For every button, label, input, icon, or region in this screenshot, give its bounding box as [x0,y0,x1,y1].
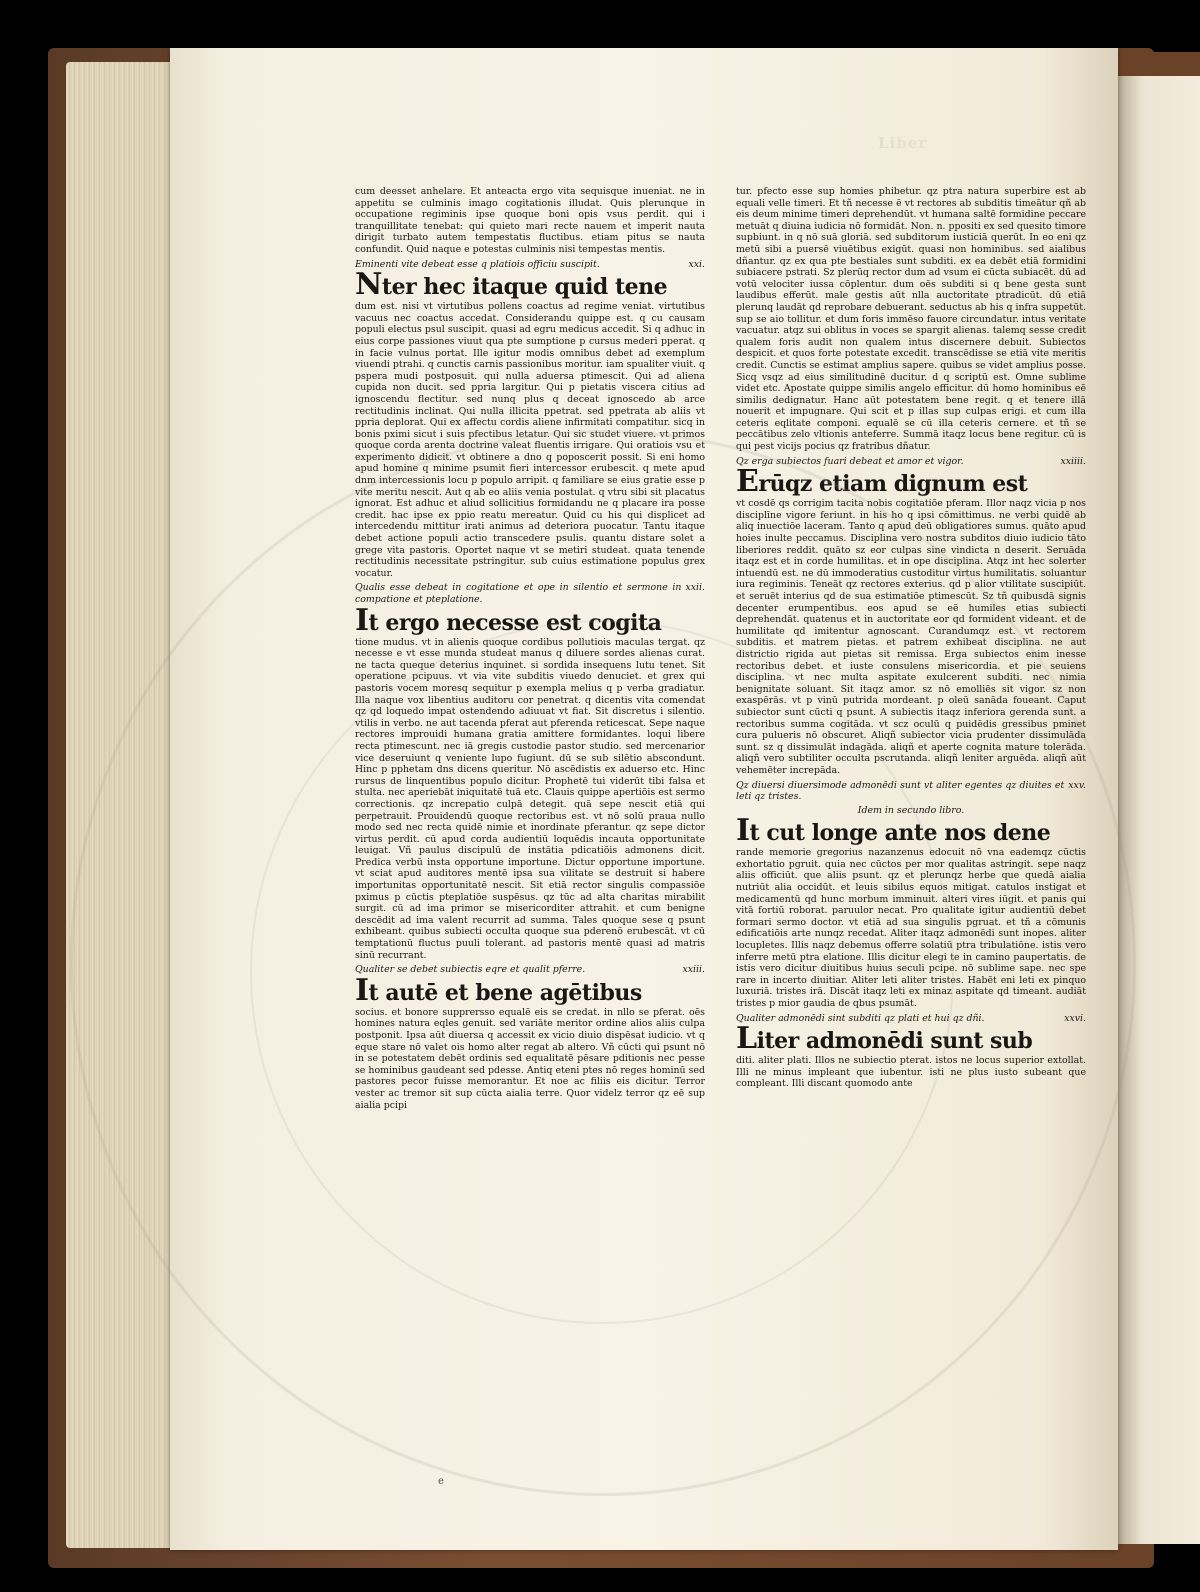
text-paragraph: tione mudus. vt in alienis quoque cordibus pollutiois maculas tergat. qz necesse e vt esse munda studeat manus q diluere sordes alienas curat. ne tacta queque deterius inquinet. si sordida insequens lutu tenet. Sit operatione pcipuus. vt via vite subditis viuedo denuciet. et grex qui pastoris vocem moresq sequitur p exempla melius q p verba gradiatur. Illa naque vox libentius auditoru cor penetrat. q dicentis vita comendat qz qd loquedo impat ostendendo adiuuat vt fiat. Sit discretus i silentio. vtilis in verbo. ne aut tacenda pferat aut pferenda reticescat. Sepe naque rectores improuidi humana gratia amittere formidantes. loqui libere recta ptimescunt. nec iā gregis custodie pastor studio. sed mercenarior vice deseruiunt q veniente lupo fugiunt. dū se sub silētio abscondunt. Hinc p pphetam dns dicens queritur. Nō ascēdistis ex aduerso etc. Hinc rursus de linquentibus populo dicitur. Prophetē tui viderūt tibi falsa et stulta. nec aperiebāt iniquitatē tuā etc. Clauis quippe apertiōis est sermo correctionis. qz increpatio culpā detegit. quā sepe nescit etiā qui perpetrauit. Prouidendū quoque rectoribus est. vt nō solū praua nullo modo sed nec recta quidē nimie et inordinate pferantur. qz sepe dictor virtus perdit. cū apud corda audientiū loquēdis incauta opportunitate leuigat. Vñ paulus discipulū de instātia pdicatiōis admonens dicit. Predica verbū insta opportune importune. Dictur opportune importune. vt sciat apud auditores mentē ipsa sua vilitate se destruit si habere importunitas opportunitatē nescit. Sit etiā rector singulis compassiōe pximus p cūctis pteplatiōe suspēsus. qz tūc ad alta charitas mirabilit surgit. cū ad ima primor se misericorditer attrahit. et cum benigne descēdit ad ima valent recurrit ad summa. Tales quoque sese q psunt exhibeant. quibus subiecti occulta quoque sua pderenō erubescāt. vt cū temptationū fluctus puuli tolerant. ad pastoris mentē quasi ad matris sinū recurrant. [355,636,705,961]
chapter-rubric [736,780,1086,803]
chapter-number: xxiiii. [1060,455,1086,467]
chapter-incipit: It cut longe ante nos dene [736,813,1051,849]
running-head: Liber [878,134,928,152]
rubric-text: Qualiter admonēdi sint subditi qz plati et hui qz dñi. [736,1012,985,1024]
text-paragraph: rande memorie gregorius nazanzenus edocuit nō vna eademqz cūctis exhortatio pgruit. quia nec cūctos per mor qualitas astringit. sepe naqz aliis officiūt. que aliis psunt. qz et plerunqz herbe que quedā aialia nutriūt alia occidūt. et leuis sibilus equos mitigat. catulos instigat et medicamentū qd hunc morbum imminuit. alteri vires iūgit. et panis qui vitā fortiū roborat. paruulor necat. Pro qualitate igitur audientiū debet formari sermo doctor. vt etiā ad sua singulis pgruat. et tñ a cōmunis edificatiōis arte nunqz recedat. Aliter itaqz admonēdi sunt inopes. aliter locupletes. Illis naqz debemus offerre solatiū ptra tribulatiōne. istis vero inferre metū ptra elatione. Illis dicitur elegi te in camino paupertatis. de istis vero dicitur diuitibus huius seculi pcipe. nō sublime sape. nec spe rare in incerto diuitiar. Aliter leti aliter tristes. Habēt eni leti ex pinquo luxuriā. tristes irā. Discāt itaqz leti ex minaz aspitate qd timeant. audiāt tristes p mior gaudia de qbus psumāt. [736,847,1086,1009]
chapter-incipit: It autē et bene agētibus [355,972,642,1008]
chapter-incipit: Liter admonēdi sunt sub [736,1021,1033,1057]
text-paragraph: cum deesset anhelare. Et anteacta ergo vita sequisque inueniat. ne in appetitu se culminis imago cogitationis illudat. Quis plerunque in occupatione regiminis ipse quoque boni opis vsus perdit. qui i tranquillitate tenebat: qui quieto mari recte nauem et imperit nauta dirigit turbato autem tempestatis fluctibus. etiam pitus se nauta confundit. Quid naque e potestas culminis nisi tempestas mentis. [355,186,705,255]
text-paragraph: diti. aliter plati. Illos ne subiectio pterat. istos ne locus superior extollat. Illi ne minus impleant que iubentur. isti ne plus iusto subeant que compleant. Illi discant quomodo ante [736,1055,1086,1090]
chapter-rubric [736,456,1086,468]
footer-mark: e [438,1476,444,1487]
rubric-text: Qualiter se debet subiectis eqre et qualit pferre. [355,964,586,976]
chapter-rubric [736,1013,1086,1025]
text-paragraph: vt cosdē qs corrigim tacita nobis cogitatiōe pferam. Illor naqz vicia p nos disciplīne vigore feriunt. in his ho q ipsi cōmittimus. ne verbi quidē ab aliq inuectiōe laceram. Tanto q apud deū obligatiores sumus. quāto apud hoies inulte peccamus. Disciplina vero nostra subditos diuio iudicio tāto liberiores reddit. quāto sz eor culpas sine vindicta n deserit. Seruāda itaqz est et in corde humilitas. et in ope disciplina. Atqz int hec solerter intuendū est. ne dū immoderatius custoditur virtus humilitatis. soluantur iura regiminis. Teneāt qz rectores exterius. qd p alior vtilitate suscipiūt. et seruēt interius qd de sua estimatiōe ptimescūt. Sz tñ quibusdā signis decenter erumpentibus. eos apud se eē humiles etias subiecti deprehendāt. quatenus et in auctoritate eor qd formident videant. et de humilitate qd imitentur agnoscant. Curandumqz est. vt rectorem subditis. et matrem pietas. et patrem exhibeat disciplina. ne aut districtio rigida aut pietas sit remissa. Erga subiectos enim inesse rectoribus debet. et iuste consulens misericordia. et pie seuiens disciplina. vt nec multa aspitate exulcerent subditi. nec nimia benignitate soluant. Sit itaqz amor. sz nō emolliēs sit vigor. sz non exaspērās. vt p vinū putrida mordeant. p oleū sanāda foueant. Caput subiector sunt cūcti q psunt. A subiectis itaqz inferiora gerenda sunt. a rectoribus summa cogitāda. vt scz oculū q puidēdis gressibus pminet cura pulueris nō obscuret. Aliqñ subiector vicia prudenter dissimulāda sunt. sz q dissimulāt indagāda. aliqñ et aperte cognita mature tolerāda. aliqñ vero subtiliter occulta pscrutanda. aliqñ leniter arguēda. aliqñ aūt vehemēter increpāda. [736,498,1086,776]
chapter-number: xxiii. [682,964,705,976]
rubric-text: Idem in secundo libro. [857,804,965,816]
chapter-rubric [736,805,1086,817]
rubric-text: Eminenti vite debeat esse q platiois officiu suscipit. [355,258,600,270]
chapter-number: xxi. [688,258,705,270]
chapter-incipit: It ergo necesse est cogita [355,602,662,638]
chapter-rubric [355,259,705,271]
chapter-incipit: Erūqz etiam dignum est [736,464,1028,500]
left-text-column [355,186,705,1114]
chapter-number: xxvi. [1064,1012,1086,1024]
chapter-number: xxii. [685,582,705,594]
chapter-rubric [355,582,705,605]
right-text-column [736,186,1086,1093]
rubric-text: Qualis esse debeat in cogitatione et ope in silentio et sermone in compatione et pteplatione. [355,582,682,605]
chapter-number: xxv. [1068,779,1086,791]
facing-page-edge [1118,76,1200,1544]
text-paragraph: dum est. nisi vt virtutibus pollens coactus ad regime veniat. virtutibus vacuus nec coactus accedat. Considerandu quippe est. q cu causam populi electus psul suscipit. quasi ad egru medicus accedit. Si q adhuc in eius corpe passiones viuut qua pte sumptione p cursus mederi pperat. q in facie vulnus portat. Ille igitur modis omnibus debet ad exemplum viuendi ptrahi. q cunctis carnis passionibus moritur. iam spualiter viuit. q pspera mudi postposuit. qui nulla aduersa ptimescit. Qui ad aliena cupida non ducit. sed ppria largitur. Qui p pietatis viscera citius ad ignoscendu flectitur. sed nunq plus q deceat ignoscedo ab arce rectitudinis inclinat. Qui nulla illicita ppetrat. sed ppetrata ab aliis vt ppria deplorat. Qui ex affectu cordis aliene infirmitati compatitur. sicq in bonis pximi sicut i suis pfectibus letatur. Qui sic studet viuere. vt primos quoque corda arenta doctrine valeat fluentis irrigare. Qui oratiois vsu et experimento didicit. vt obtinere a dno q poposcerit possit. Si eni homo apud homine q minime psumit fieri intercessor erubescit. q mete apud dnm intercessionis locu p populo arripit. q familiare se eius gratie esse p vite meritu nescit. Aut q ab eo aliis venia postulat. q vtru sibi sit placatus ignorat. Est adhuc et aliud sollicitius formidandu ne q placare ira posse credit. hac ipse ex ppio reatu mereatur. Quid cu his qui displicet ad intercedendu mittitur irati animus ad deteriora puocatur. Tantu itaque debet actione populi actio transcedere psulis. quantu distare solet a grege vita pastoris. Oportet naque vt se metiri studeat. quata tenende rectitudinis necessitate pstringitur. sub cuius estimatione populus grex vocatur. [355,301,705,579]
chapter-incipit: Nter hec itaque quid tene [355,267,668,303]
rubric-text: Qz erga subiectos fuari debeat et amor et vigor. [736,455,964,467]
text-paragraph: socius. et bonore supprersso equalē eis se credat. in nllo se pferat. oēs homines natura eqles genuit. sed variāte meritor ordine alios aliis culpa postponit. Ipsa aūt diuersa q accessit ex vicio diuio dispēsat iudicio. vt q eque stare nō valet ois homo alter regat ab altero. Vñ cūcti qui psunt nō in se potestatem debēt ordinis sed equalitatē pēsare pditionis nec pesse se hominibus gaudeant sed pdesse. Antiq eteni ptes nō reges hominū sed pastores pecor fuisse memorantur. Et noe ac filiis eis dicitur. Terror vester ac tremor sit sup cūcta aialia terre. Quor videlz terror qz eē sup aialia pcipi [355,1006,705,1111]
text-paragraph: tur. pfecto esse sup homies phibetur. qz ptra natura superbire est ab equali velle timeri. Et tñ necesse ē vt rectores ab subditis timeātur qñ ab eis deum minime timeri deprehendūt. vt humana saltē formidine peccare metuāt q diuina iudicia nō formidāt. Non. n. ppositi ex sed quesito timore supbiunt. in q nō suā gloriā. sed subditorum iusticiā querūt. In eo eni qz metū sibi a puersē viuētibus exigūt. quasi non hominibus. sed aialibus dñantur. qz ex qua pte bestiales sunt subditi. ex ea debēt etiā formidini subiacere pstrati. Sz plerūq rector dum ad vsum ei cūcta subiacēt. dū ad votū velociter iussa cōplentur. dum oēs subditi si q bene gesta sunt laudibus efferūt. male gestis aūt nlla auctoritate ptradicūt. dū etiā plerunq laudāt qd reprobare debuerant. seductus ab his q infra suppetūt. sup se aio tollitur. et dum foris immēso fauore circundatur. intus veritate vacuatur. atqz sui oblitus in voces se spargit alienas. talemq sesse credit qualem foris audit non qualem intus discernere debuit. Subiectos despicit. et quos forte potestate excedit. transcēdisse se etiā vite meritis credit. Cunctis se estimat amplius sapere. quibus se videt amplius posse. Sicq vsqz ad eius similitudinē ducitur. d q scriptū est. Omne sublime videt etc. Apostate quippe similis angelo efficitur. dū homo hominibus eē similis dedignatur. Hanc aūt potestatem bene regit. q et tenere illā nouerit et impugnare. Qui scit et p illas sup culpas erigi. et cum illa ceteris eqlitate componi. equalē se cū illa ceteris cernere. et tñ se peccātibus zelo vltionis anteferre. Summā itaqz locus bene regitur. cū is qui pest vicijs pocius qz fratribus dñatur. [736,186,1086,453]
rubric-text: Qz diuersi diuersimode admonēdi sunt vt aliter egentes qz diuites et leti qz tristes. [736,779,1065,803]
chapter-rubric [355,964,705,976]
